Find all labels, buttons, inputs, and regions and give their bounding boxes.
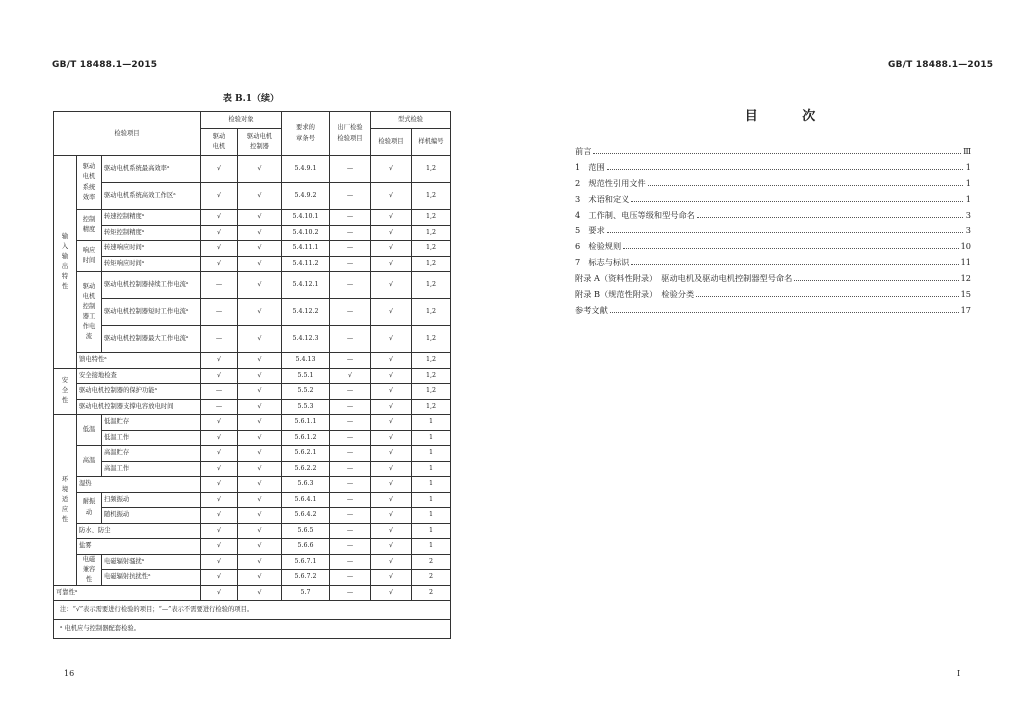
th-sample: 样机编号 [412, 129, 451, 156]
cell-motor: √ [201, 415, 238, 431]
row-name: 低温贮存 [102, 415, 201, 431]
cell-motor: √ [201, 492, 238, 508]
cell-clause: 5.4.12.2 [282, 299, 330, 326]
row-name: 驱动电机系统最高效率ᵃ [102, 156, 201, 183]
cell-sample: 1,2 [412, 272, 451, 299]
toc-entry[interactable] [575, 241, 971, 257]
cell-controller: √ [238, 399, 282, 415]
cell-type: √ [371, 430, 412, 446]
cell-clause: 5.6.5 [282, 523, 330, 539]
cell-motor: √ [201, 477, 238, 493]
toc-entry-page: 17 [960, 304, 971, 315]
row-name: 可靠性ᵃ [54, 585, 201, 601]
inspection-table [53, 111, 451, 639]
cell-type: √ [371, 399, 412, 415]
cell-factory: — [330, 384, 371, 400]
cell-motor: √ [201, 183, 238, 210]
cell-factory: √ [330, 368, 371, 384]
cell-sample: 1 [412, 446, 451, 462]
toc-entry-page: Ⅲ [963, 146, 971, 156]
cell-type: √ [371, 461, 412, 477]
cell-type: √ [371, 523, 412, 539]
cell-factory: — [330, 353, 371, 369]
cell-sample: 2 [412, 585, 451, 601]
table-note: 注：“√”表示需要进行检验的项目；“—”表示不需要进行检验的项目。 [54, 601, 451, 620]
header-right: GB/T 18488.1—2015 [888, 60, 994, 70]
row-name: 电磁辐射抗扰性ᵃ [102, 570, 201, 586]
cell-factory: — [330, 156, 371, 183]
toc-entry-title: 前言 [575, 146, 592, 156]
toc-entry[interactable] [575, 210, 971, 226]
row-name: 馈电特性ᵃ [77, 353, 201, 369]
group-high-temp: 高温 [77, 446, 102, 477]
row-name: 随机振动 [102, 508, 201, 524]
row-name: 驱动电机控制器短时工作电流ᵃ [102, 299, 201, 326]
group-safety: 安 全 性 [54, 368, 77, 415]
cell-controller: √ [238, 272, 282, 299]
cell-clause: 5.4.12.3 [282, 326, 330, 353]
cell-sample: 1 [412, 477, 451, 493]
th-type: 型式检验 [371, 112, 451, 129]
cell-factory: — [330, 492, 371, 508]
cell-type: √ [371, 210, 412, 226]
cell-factory: — [330, 399, 371, 415]
cell-factory: — [330, 461, 371, 477]
cell-controller: √ [238, 446, 282, 462]
cell-clause: 5.6.3 [282, 477, 330, 493]
cell-controller: √ [238, 299, 282, 326]
cell-factory: — [330, 446, 371, 462]
cell-motor: — [201, 272, 238, 299]
toc-entry-page: 12 [960, 273, 971, 284]
cell-clause: 5.5.2 [282, 384, 330, 400]
cell-sample: 1,2 [412, 225, 451, 241]
cell-controller: √ [238, 508, 282, 524]
cell-type: √ [371, 446, 412, 462]
toc-entry[interactable] [575, 146, 971, 162]
cell-type: √ [371, 477, 412, 493]
row-name: 转矩响应时间ᵃ [102, 256, 201, 272]
cell-clause: 5.4.10.1 [282, 210, 330, 226]
toc-entry[interactable] [575, 225, 971, 241]
cell-sample: 1 [412, 492, 451, 508]
row-name: 转矩控制精度ᵃ [102, 225, 201, 241]
toc-entry-page: 1 [965, 193, 971, 204]
cell-motor: √ [201, 156, 238, 183]
row-name: 驱动电机系统高效工作区ᵃ [102, 183, 201, 210]
cell-type: √ [371, 299, 412, 326]
cell-controller: √ [238, 225, 282, 241]
cell-motor: √ [201, 256, 238, 272]
th-controller: 驱动电机 控制器 [238, 129, 282, 156]
cell-factory: — [330, 430, 371, 446]
cell-sample: 1,2 [412, 210, 451, 226]
th-factory: 出厂检验 检验项目 [330, 112, 371, 156]
cell-clause: 5.6.7.2 [282, 570, 330, 586]
group-emc: 电磁 兼容 性 [77, 554, 102, 585]
cell-controller: √ [238, 539, 282, 555]
cell-clause: 5.4.9.1 [282, 156, 330, 183]
cell-motor: √ [201, 539, 238, 555]
cell-motor: √ [201, 225, 238, 241]
th-item: 检验项目 [54, 112, 201, 156]
cell-controller: √ [238, 430, 282, 446]
group-io: 输 入 输 出 特 性 [54, 156, 77, 369]
toc-entry-title: 6 检验规则 [575, 241, 622, 252]
left-page-number: 16 [64, 669, 75, 678]
cell-controller: √ [238, 210, 282, 226]
toc-leader [696, 296, 958, 297]
cell-clause: 5.6.4.1 [282, 492, 330, 508]
cell-clause: 5.6.4.2 [282, 508, 330, 524]
toc-entry-page: 10 [960, 241, 971, 252]
toc-entry-page: 1 [965, 161, 971, 172]
cell-sample: 1,2 [412, 299, 451, 326]
cell-controller: √ [238, 492, 282, 508]
toc-entry-title: 附录 A（资料性附录） 驱动电机及驱动电机控制器型号命名 [575, 273, 793, 284]
toc-leader [794, 280, 958, 281]
toc-entry-page: 3 [965, 225, 971, 236]
cell-sample: 1 [412, 430, 451, 446]
cell-controller: √ [238, 326, 282, 353]
cell-clause: 5.5.3 [282, 399, 330, 415]
toc-entry[interactable] [575, 289, 971, 305]
toc-entry[interactable] [575, 257, 971, 273]
cell-controller: √ [238, 523, 282, 539]
cell-motor: √ [201, 241, 238, 257]
cell-factory: — [330, 326, 371, 353]
row-name: 驱动电机控制器的保护功能ᵃ [77, 384, 201, 400]
cell-clause: 5.4.11.2 [282, 256, 330, 272]
cell-sample: 1 [412, 461, 451, 477]
cell-sample: 1,2 [412, 384, 451, 400]
cell-type: √ [371, 256, 412, 272]
cell-controller: √ [238, 570, 282, 586]
cell-controller: √ [238, 353, 282, 369]
cell-clause: 5.5.1 [282, 368, 330, 384]
toc-entry-title: 4 工作制、电压等级和型号命名 [575, 209, 695, 220]
row-name: 湿热 [77, 477, 201, 493]
toc-leader [610, 312, 959, 313]
cell-motor: — [201, 299, 238, 326]
row-name: 安全接地检查 [77, 368, 201, 384]
th-clause: 要求的 章条号 [282, 112, 330, 156]
cell-clause: 5.6.2.2 [282, 461, 330, 477]
group-low-temp: 低温 [77, 415, 102, 446]
cell-motor: √ [201, 508, 238, 524]
cell-factory: — [330, 508, 371, 524]
cell-sample: 1 [412, 415, 451, 431]
toc-leader [623, 248, 958, 249]
cell-motor: — [201, 399, 238, 415]
cell-type: √ [371, 415, 412, 431]
cell-motor: √ [201, 353, 238, 369]
toc-entry-page: 3 [965, 209, 971, 220]
cell-motor: √ [201, 554, 238, 570]
toc-entry-title: 2 规范性引用文件 [575, 177, 646, 188]
toc-entry-title: 附录 B（规范性附录） 检验分类 [575, 289, 695, 300]
cell-controller: √ [238, 256, 282, 272]
cell-controller: √ [238, 241, 282, 257]
cell-type: √ [371, 241, 412, 257]
cell-sample: 2 [412, 554, 451, 570]
cell-clause: 5.6.7.1 [282, 554, 330, 570]
cell-sample: 1,2 [412, 256, 451, 272]
cell-sample: 1,2 [412, 241, 451, 257]
cell-motor: √ [201, 368, 238, 384]
cell-clause: 5.4.10.2 [282, 225, 330, 241]
cell-factory: — [330, 272, 371, 299]
cell-motor: — [201, 384, 238, 400]
toc-leader [631, 264, 958, 265]
cell-type: √ [371, 368, 412, 384]
row-name: 低温工作 [102, 430, 201, 446]
row-name: 高温贮存 [102, 446, 201, 462]
toc-entry-page: 15 [960, 289, 971, 300]
cell-clause: 5.4.12.1 [282, 272, 330, 299]
cell-factory: — [330, 477, 371, 493]
table-footnote: ᵃ 电机应与控制器配套检验。 [54, 620, 451, 639]
table-of-contents [575, 146, 971, 321]
toc-entry-title: 参考文献 [575, 304, 608, 315]
cell-type: √ [371, 156, 412, 183]
cell-motor: √ [201, 430, 238, 446]
cell-controller: √ [238, 156, 282, 183]
toc-entry[interactable] [575, 194, 971, 210]
cell-sample: 1,2 [412, 399, 451, 415]
toc-entry-page: 11 [960, 257, 971, 268]
cell-controller: √ [238, 477, 282, 493]
cell-type: √ [371, 492, 412, 508]
cell-type: √ [371, 272, 412, 299]
cell-motor: √ [201, 570, 238, 586]
cell-type: √ [371, 508, 412, 524]
toc-entry-title: 5 要求 [575, 225, 605, 236]
group-efficiency: 驱动 电机 系统 效率 [77, 156, 102, 210]
toc-entry[interactable] [575, 305, 971, 321]
cell-type: √ [371, 353, 412, 369]
th-motor: 驱动 电机 [201, 129, 238, 156]
cell-sample: 2 [412, 570, 451, 586]
row-name: 驱动电机控制器支撑电容放电时间 [77, 399, 201, 415]
cell-clause: 5.6.1.2 [282, 430, 330, 446]
cell-type: √ [371, 326, 412, 353]
cell-type: √ [371, 384, 412, 400]
row-name: 驱动电机控制器持续工作电流ᵃ [102, 272, 201, 299]
cell-controller: √ [238, 461, 282, 477]
row-name: 转速控制精度ᵃ [102, 210, 201, 226]
group-vibration: 耐振 动 [77, 492, 102, 523]
table-caption: 表 B.1（续） [222, 94, 280, 104]
cell-motor: √ [201, 446, 238, 462]
toc-leader [593, 153, 961, 154]
th-objects: 检验对象 [201, 112, 282, 129]
cell-clause: 5.4.11.1 [282, 241, 330, 257]
cell-motor: √ [201, 523, 238, 539]
cell-type: √ [371, 554, 412, 570]
cell-type: √ [371, 225, 412, 241]
cell-factory: — [330, 225, 371, 241]
cell-sample: 1,2 [412, 183, 451, 210]
cell-motor: √ [201, 585, 238, 601]
cell-sample: 1 [412, 508, 451, 524]
row-name: 高温工作 [102, 461, 201, 477]
cell-factory: — [330, 415, 371, 431]
group-environment: 环 境 适 应 性 [54, 415, 77, 586]
toc-leader [648, 185, 963, 186]
cell-type: √ [371, 570, 412, 586]
cell-clause: 5.6.1.1 [282, 415, 330, 431]
cell-motor: √ [201, 210, 238, 226]
cell-factory: — [330, 183, 371, 210]
cell-clause: 5.4.9.2 [282, 183, 330, 210]
cell-type: √ [371, 183, 412, 210]
cell-controller: √ [238, 415, 282, 431]
cell-sample: 1,2 [412, 368, 451, 384]
cell-factory: — [330, 299, 371, 326]
toc-leader [607, 232, 963, 233]
cell-controller: √ [238, 384, 282, 400]
cell-controller: √ [238, 554, 282, 570]
cell-motor: √ [201, 461, 238, 477]
cell-controller: √ [238, 368, 282, 384]
cell-type: √ [371, 585, 412, 601]
row-name: 电磁辐射骚扰ᵃ [102, 554, 201, 570]
cell-controller: √ [238, 585, 282, 601]
toc-leader [697, 217, 963, 218]
cell-sample: 1 [412, 539, 451, 555]
cell-factory: — [330, 523, 371, 539]
header-left: GB/T 18488.1—2015 [52, 60, 158, 70]
cell-sample: 1,2 [412, 326, 451, 353]
cell-clause: 5.4.13 [282, 353, 330, 369]
cell-controller: √ [238, 183, 282, 210]
toc-title: 目 次 [744, 109, 836, 124]
toc-leader [607, 169, 963, 170]
th-type-item: 检验项目 [371, 129, 412, 156]
cell-factory: — [330, 539, 371, 555]
cell-factory: — [330, 210, 371, 226]
cell-clause: 5.7 [282, 585, 330, 601]
row-name: 盐雾 [77, 539, 201, 555]
cell-sample: 1,2 [412, 353, 451, 369]
toc-entry-page: 1 [965, 177, 971, 188]
toc-entry-title: 3 术语和定义 [575, 193, 630, 204]
cell-factory: — [330, 554, 371, 570]
group-controller-current: 驱动 电机 控制 器工 作电 流 [77, 272, 102, 353]
toc-entry[interactable] [575, 178, 971, 194]
cell-sample: 1 [412, 523, 451, 539]
toc-leader [631, 201, 963, 202]
toc-entry[interactable] [575, 273, 971, 289]
toc-entry-title: 7 标志与标识 [575, 257, 630, 268]
cell-sample: 1,2 [412, 156, 451, 183]
cell-factory: — [330, 570, 371, 586]
row-name: 驱动电机控制器最大工作电流ᵃ [102, 326, 201, 353]
cell-type: √ [371, 539, 412, 555]
cell-motor: — [201, 326, 238, 353]
right-page-number: I [957, 669, 961, 678]
row-name: 防水、防尘 [77, 523, 201, 539]
cell-factory: — [330, 585, 371, 601]
row-name: 转速响应时间ᵃ [102, 241, 201, 257]
group-control-precision: 控制 精度 [77, 210, 102, 241]
cell-clause: 5.6.6 [282, 539, 330, 555]
cell-clause: 5.6.2.1 [282, 446, 330, 462]
cell-factory: — [330, 241, 371, 257]
cell-factory: — [330, 256, 371, 272]
row-name: 扫频振动 [102, 492, 201, 508]
toc-entry-title: 1 范围 [575, 161, 605, 172]
toc-entry[interactable] [575, 162, 971, 178]
group-response-time: 响应 时间 [77, 241, 102, 272]
